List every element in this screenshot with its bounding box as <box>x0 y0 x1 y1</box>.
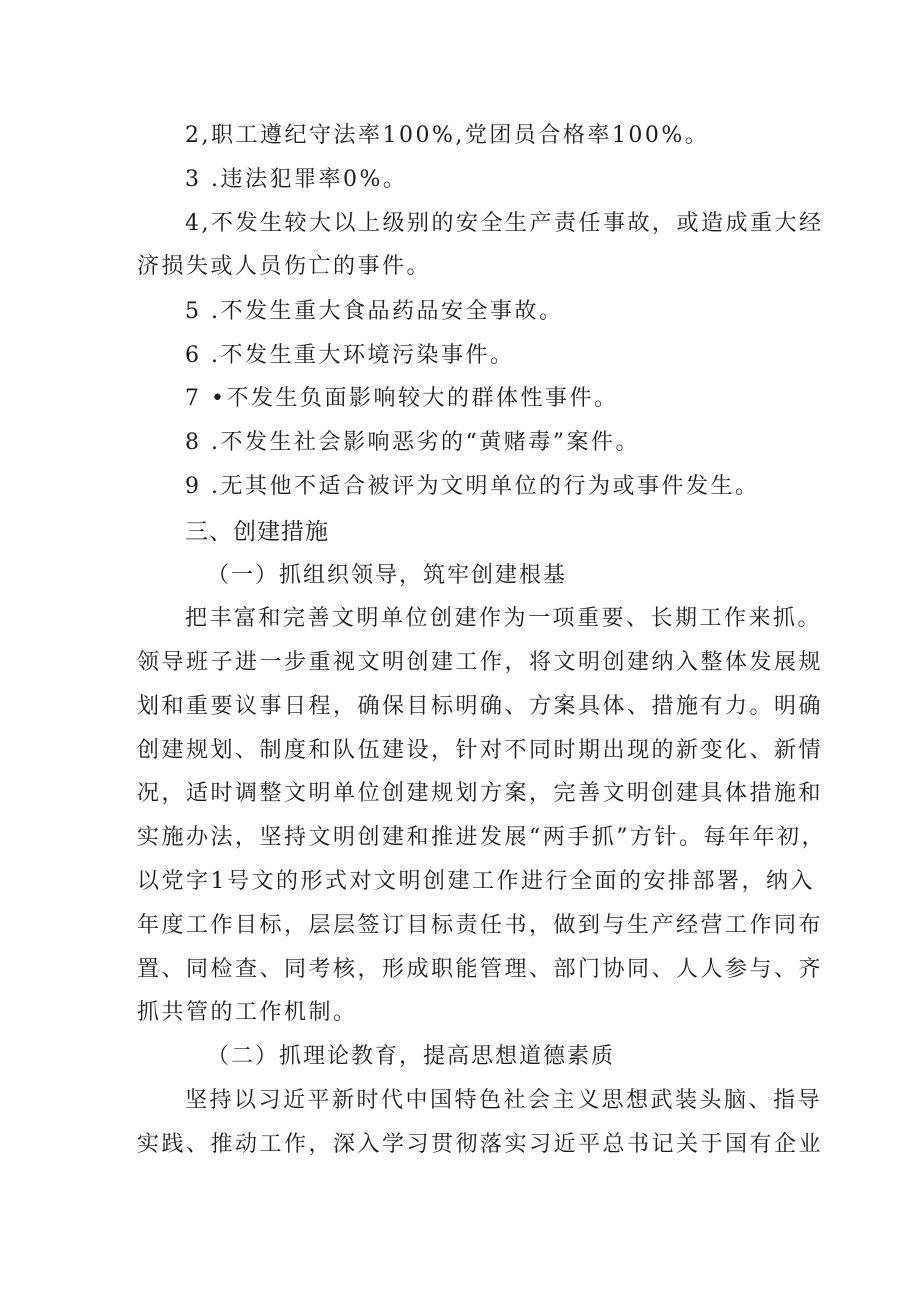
paragraph-line: 创建规划、制度和队伍建设，针对不同时期出现的新变化、新情 <box>137 738 824 763</box>
paragraph-line: 置、同检查、同考核，形成职能管理、部门协同、人人参与、齐 <box>137 957 824 982</box>
goal-item-4-line-1: 4,不发生较大以上级别的安全生产责任事故，或造成重大经 <box>185 211 824 236</box>
paragraph-line: 年度工作目标，层层签订目标责任书，做到与生产经营工作同布 <box>137 913 824 938</box>
goal-item-9: 9 .无其他不适合被评为文明单位的行为或事件发生。 <box>185 474 760 499</box>
goal-item-8: 8 .不发生社会影响恶劣的“黄赌毒”案件。 <box>185 430 640 455</box>
paragraph-line: 实践、推动工作，深入学习贯彻落实习近平总书记关于国有企业 <box>137 1132 824 1157</box>
paragraph-line: 况，适时调整文明单位创建规划方案，完善文明创建具体措施和 <box>137 781 824 806</box>
paragraph-line: 以党字1号文的形式对文明创建工作进行全面的安排部署，纳入 <box>137 869 815 894</box>
paragraph-line: 划和重要议事日程，确保目标明确、方案具体、措施有力。明确 <box>137 694 824 719</box>
paragraph-line: 领导班子进一步重视文明创建工作，将文明创建纳入整体发展规 <box>137 650 824 675</box>
paragraph-line: 实施办法，坚持文明创建和推进发展“两手抓”方针。每年年初， <box>137 825 826 850</box>
paragraph-line: 把丰富和完善文明单位创建作为一项重要、长期工作来抓。 <box>185 606 823 631</box>
goal-item-2: 2,职工遵纪守法率100%,党团员合格率100%。 <box>185 123 710 148</box>
goal-item-5: 5 .不发生重大食品药品安全事故。 <box>185 299 564 324</box>
goal-item-7: 7 •不发生负面影响较大的群体性事件。 <box>185 386 619 411</box>
goal-item-6: 6 .不发生重大环境污染事件。 <box>185 343 515 368</box>
goal-item-3: 3 .违法犯罪率0%。 <box>185 167 408 192</box>
paragraph-line: 坚持以习近平新时代中国特色社会主义思想武装头脑、指导 <box>185 1088 823 1113</box>
subsection-1-heading: （一）抓组织领导，筑牢创建根基 <box>207 563 568 588</box>
goal-item-4-line-2: 济损失或人员伤亡的事件。 <box>137 254 432 279</box>
paragraph-line: 抓共管的工作机制。 <box>137 1000 358 1025</box>
section-3-heading: 三、创建措施 <box>185 519 329 545</box>
subsection-2-heading: （二）抓理论教育，提高思想道德素质 <box>207 1044 616 1069</box>
